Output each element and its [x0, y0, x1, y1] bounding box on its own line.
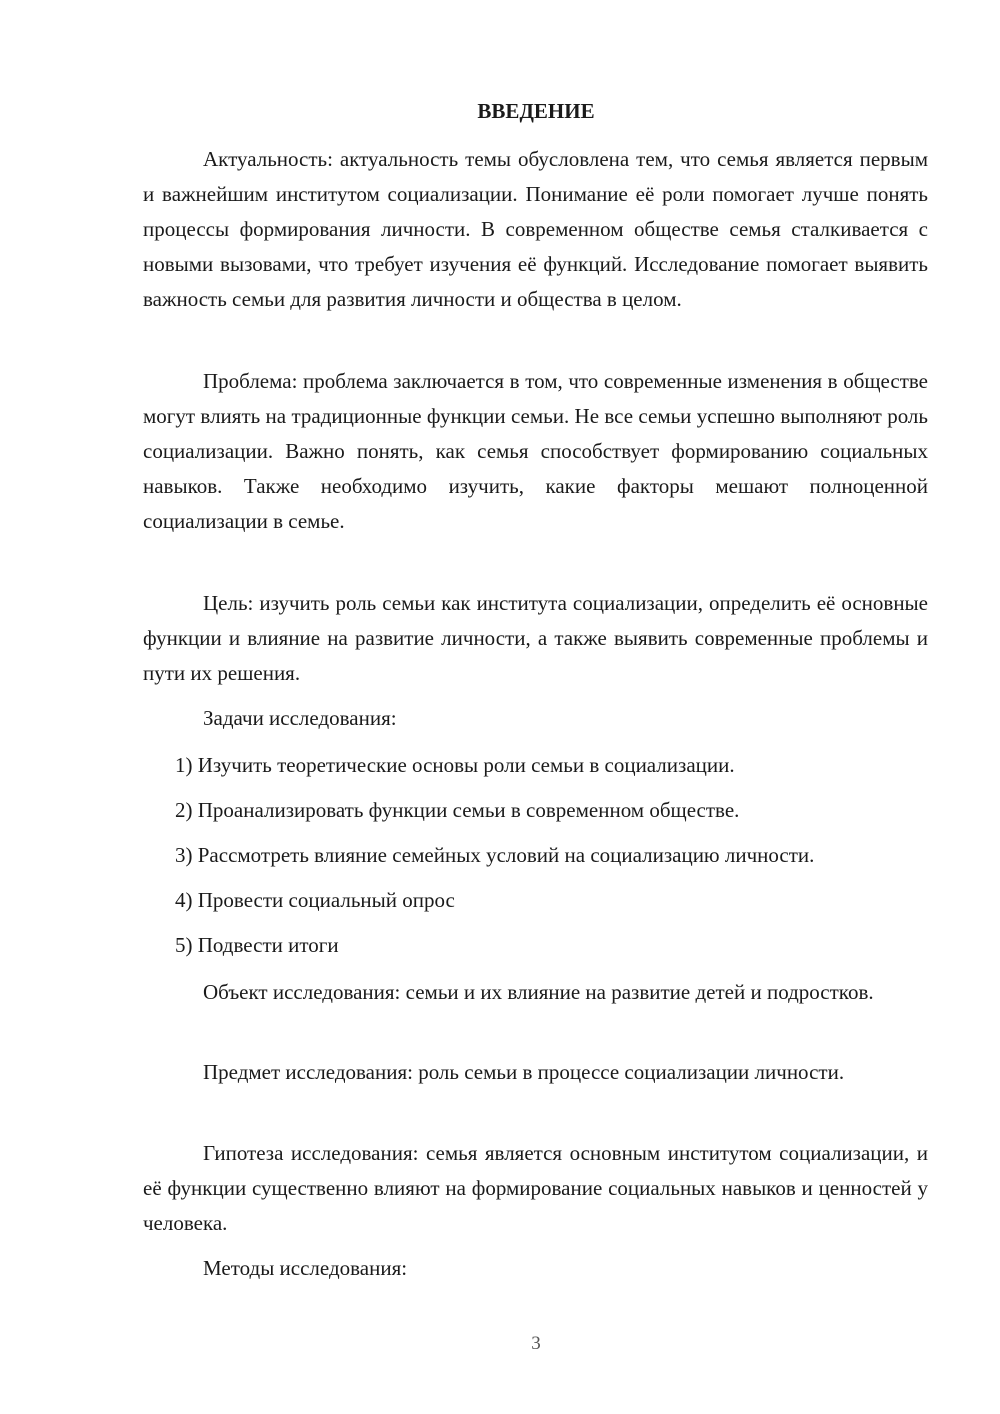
- task-item-5: 5) Подвести итоги: [175, 933, 339, 957]
- paragraph-subject: Предмет исследования: роль семьи в процессе социализации личности.: [203, 1060, 845, 1084]
- task-item-3: 3) Рассмотреть влияние семейных условий на социализацию личности.: [175, 843, 815, 867]
- paragraph-hypothesis: Гипотеза исследования: семья является основным институтом социализации, и её функции существенно влияют на формирование социальных навыков и ценностей у человека.: [143, 1141, 928, 1235]
- paragraph-relevance: Актуальность: актуальность темы обусловлена тем, что семья является первым и важнейшим институтом социализации. Понимание её роли помогает лучше понять процессы формирования личности. В современном обществе семья сталкивается с новыми вызовами, что требует изучения её функций. Исследование помогает выявить важность семьи для развития личности и общества в целом.: [143, 147, 928, 311]
- paragraph-object: Объект исследования: семьи и их влияние на развитие детей и подростков.: [203, 980, 874, 1004]
- task-item-4: 4) Провести социальный опрос: [175, 888, 455, 912]
- tasks-heading: Задачи исследования:: [203, 706, 397, 730]
- methods-heading: Методы исследования:: [203, 1256, 408, 1280]
- page-number: 3: [531, 1333, 541, 1354]
- task-item-1: 1) Изучить теоретические основы роли семьи в социализации.: [175, 753, 735, 777]
- paragraph-problem: Проблема: проблема заключается в том, что современные изменения в обществе могут влиять на традиционные функции семьи. Не все семьи успешно выполняют роль социализации. Важно понять, как семья способствует формированию социальных навыков. Также необходимо изучить, какие факторы мешают полноценной социализации в семье.: [143, 369, 928, 533]
- task-item-2: 2) Проанализировать функции семьи в современном обществе.: [175, 798, 740, 822]
- section-title: ВВЕДЕНИЕ: [477, 99, 595, 123]
- paragraph-goal: Цель: изучить роль семьи как института социализации, определить её основные функции и влияние на развитие личности, а также выявить современные проблемы и пути их решения.: [143, 591, 928, 685]
